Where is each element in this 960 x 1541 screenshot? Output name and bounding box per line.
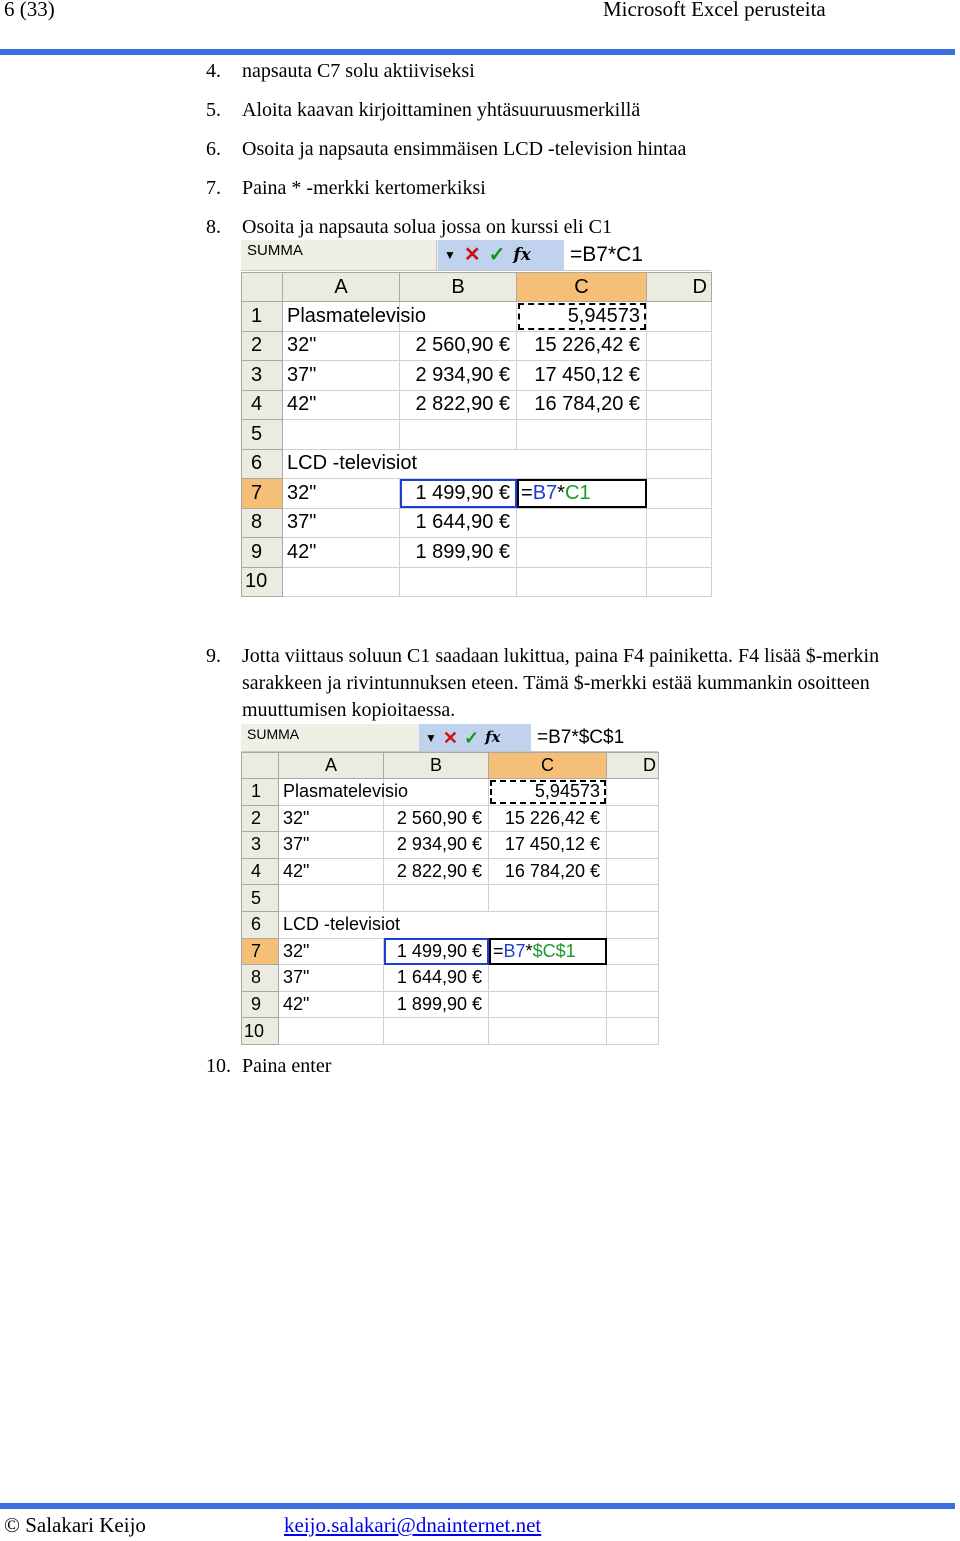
check-icon: ✓ [488,244,506,266]
table-row [242,885,659,912]
table-row [242,858,659,885]
row-header: 6 [242,911,279,938]
column-header-row [242,753,659,779]
cell-a5 [283,420,400,450]
column-header-b: B [384,753,489,779]
row-header-selected: 7 [242,479,283,509]
cell-c8 [517,508,647,538]
cell-a6: LCD -televisiot [279,911,489,938]
step-8: 8. Osoita ja napsauta solua jossa on kurssi eli C1 [206,216,612,238]
cell-a7: 32" [283,479,400,509]
fx-icon: fx [513,244,531,265]
formula-bar-buttons [419,724,535,751]
footer-author: © Salakari Keijo [4,1513,146,1537]
step-7: 7. Paina * -merkki kertomerkiksi [206,177,486,199]
row-header: 5 [242,885,279,912]
cell-a10 [283,567,400,597]
row-header: 3 [242,361,283,391]
table-row [242,911,659,938]
table-row [242,991,659,1018]
table-row [242,361,712,391]
cell-a5 [279,885,384,912]
table-row [242,832,659,859]
cell-c4: 16 784,20 € [517,390,647,420]
cell-d5 [647,420,712,450]
cell-c6 [489,911,607,938]
table-row [242,479,712,509]
cell-b9: 1 899,90 € [400,538,517,568]
cell-d6 [607,911,659,938]
cell-c9 [517,538,647,568]
cell-c4: 16 784,20 € [489,858,607,885]
table-row [242,805,659,832]
cell-d2 [607,805,659,832]
dropdown-arrow-icon: ▼ [425,730,437,745]
table-row [242,567,712,597]
cell-d1 [647,302,712,332]
row-header: 9 [242,538,283,568]
column-header-b: B [400,273,517,302]
cell-c5 [489,885,607,912]
cell-d9 [607,991,659,1018]
cell-b5 [400,420,517,450]
cell-b4: 2 822,90 € [400,390,517,420]
cell-d7 [647,479,712,509]
row-header: 8 [242,965,279,992]
cell-b3: 2 934,90 € [400,361,517,391]
column-header-a: A [279,753,384,779]
cell-c2: 15 226,42 € [489,805,607,832]
step-9: 9. Jotta viittaus soluun C1 saadaan lukittua, paina F4 painiketta. F4 lisää $-merkin sarakkeen ja rivintunnuksen eteen. Tämä $-merkki estää kummankin osoitteen muuttumisen kopioitaessa. [206,645,880,721]
formula-input: =B7*$C$1 [531,724,658,751]
row-header: 3 [242,832,279,859]
check-icon: ✓ [463,727,480,748]
column-header-a: A [283,273,400,302]
cell-a10 [279,1018,384,1045]
cell-c9 [489,991,607,1018]
cell-a6: LCD -televisiot [283,449,517,479]
row-header: 6 [242,449,283,479]
table-row [242,1018,659,1045]
column-header-c: C [489,753,607,779]
cell-c6 [517,449,647,479]
cell-a1: Plasmatelevisio [279,779,384,806]
cancel-icon: ✕ [442,727,458,748]
table-row [242,449,712,479]
cell-b7: 1 499,90 € [400,479,517,509]
row-header: 5 [242,420,283,450]
cell-a7: 32" [279,938,384,965]
cell-d10 [647,567,712,597]
page-number: 6 (33) [4,0,55,21]
cell-a8: 37" [283,508,400,538]
cell-b2: 2 560,90 € [384,805,489,832]
formula-bar-buttons [438,240,568,270]
row-header: 2 [242,331,283,361]
table-row [242,390,712,420]
cell-b9: 1 899,90 € [384,991,489,1018]
cell-c1: 5,94573 [489,779,607,806]
cell-d4 [607,858,659,885]
step-6: 6. Osoita ja napsauta ensimmäisen LCD -television hintaa [206,138,687,160]
cell-b4: 2 822,90 € [384,858,489,885]
table-row [242,779,659,806]
sheet-grid [241,752,659,1045]
cell-b10 [384,1018,489,1045]
row-header: 1 [242,302,283,332]
column-header-row [242,273,712,302]
dropdown-arrow-icon: ▼ [444,248,456,262]
cell-c1: 5,94573 [517,302,647,332]
table-row [242,508,712,538]
column-header-d: D [647,273,712,302]
table-row [242,420,712,450]
cell-d3 [607,832,659,859]
cell-b2: 2 560,90 € [400,331,517,361]
row-header: 10 [242,1018,279,1045]
row-header: 8 [242,508,283,538]
table-row [242,302,712,332]
cell-a2: 32" [283,331,400,361]
cell-d2 [647,331,712,361]
cell-d7 [607,938,659,965]
select-all-corner [242,273,283,302]
row-header: 4 [242,858,279,885]
formula-bar [241,240,711,271]
step-4: 4. napsauta C7 solu aktiiviseksi [206,60,475,82]
excel-screenshot-1 [241,240,711,592]
row-header: 10 [242,567,283,597]
column-header-d: D [607,753,659,779]
row-header: 2 [242,805,279,832]
formula-input: =B7*C1 [564,240,711,270]
cell-c3: 17 450,12 € [517,361,647,391]
cell-d8 [647,508,712,538]
column-header-c: C [517,273,647,302]
cell-b8: 1 644,90 € [384,965,489,992]
row-header: 1 [242,779,279,806]
formula-bar [241,724,658,752]
row-header: 9 [242,991,279,1018]
cell-a1: Plasmatelevisio [283,302,400,332]
cell-d6 [647,449,712,479]
footer-email-link[interactable]: keijo.salakari@dnainternet.net [284,1513,542,1537]
document-title: Microsoft Excel perusteita [603,0,826,21]
cell-d1 [607,779,659,806]
cell-a4: 42" [279,858,384,885]
cell-c10 [517,567,647,597]
cell-a9: 42" [279,991,384,1018]
cell-d3 [647,361,712,391]
cell-c7-active: =B7*$C$1 [489,938,607,965]
cell-d8 [607,965,659,992]
name-box: SUMMA [241,240,437,270]
cell-b7: 1 499,90 € [384,938,489,965]
footer-rule [0,1503,955,1509]
name-box: SUMMA [241,724,420,751]
cell-c7-active: =B7*C1 [517,479,647,509]
select-all-corner [242,753,279,779]
cell-d9 [647,538,712,568]
excel-screenshot-2 [241,724,658,1041]
sheet-grid [241,272,712,597]
cell-a4: 42" [283,390,400,420]
cell-d10 [607,1018,659,1045]
cell-a3: 37" [279,832,384,859]
cell-a9: 42" [283,538,400,568]
header-rule [0,49,955,55]
table-row [242,965,659,992]
cell-b10 [400,567,517,597]
cell-a2: 32" [279,805,384,832]
cell-c10 [489,1018,607,1045]
cell-c5 [517,420,647,450]
row-header-selected: 7 [242,938,279,965]
cell-a3: 37" [283,361,400,391]
cell-c2: 15 226,42 € [517,331,647,361]
cell-d5 [607,885,659,912]
cell-c3: 17 450,12 € [489,832,607,859]
table-row [242,938,659,965]
cell-b8: 1 644,90 € [400,508,517,538]
fx-icon: fx [485,728,501,746]
step-5: 5. Aloita kaavan kirjoittaminen yhtäsuuruusmerkillä [206,99,641,121]
cell-d4 [647,390,712,420]
cell-a8: 37" [279,965,384,992]
table-row [242,331,712,361]
cell-b3: 2 934,90 € [384,832,489,859]
cancel-icon: ✕ [463,244,481,266]
step-10: 10. Paina enter [206,1055,332,1077]
row-header: 4 [242,390,283,420]
cell-b5 [384,885,489,912]
cell-c8 [489,965,607,992]
table-row [242,538,712,568]
